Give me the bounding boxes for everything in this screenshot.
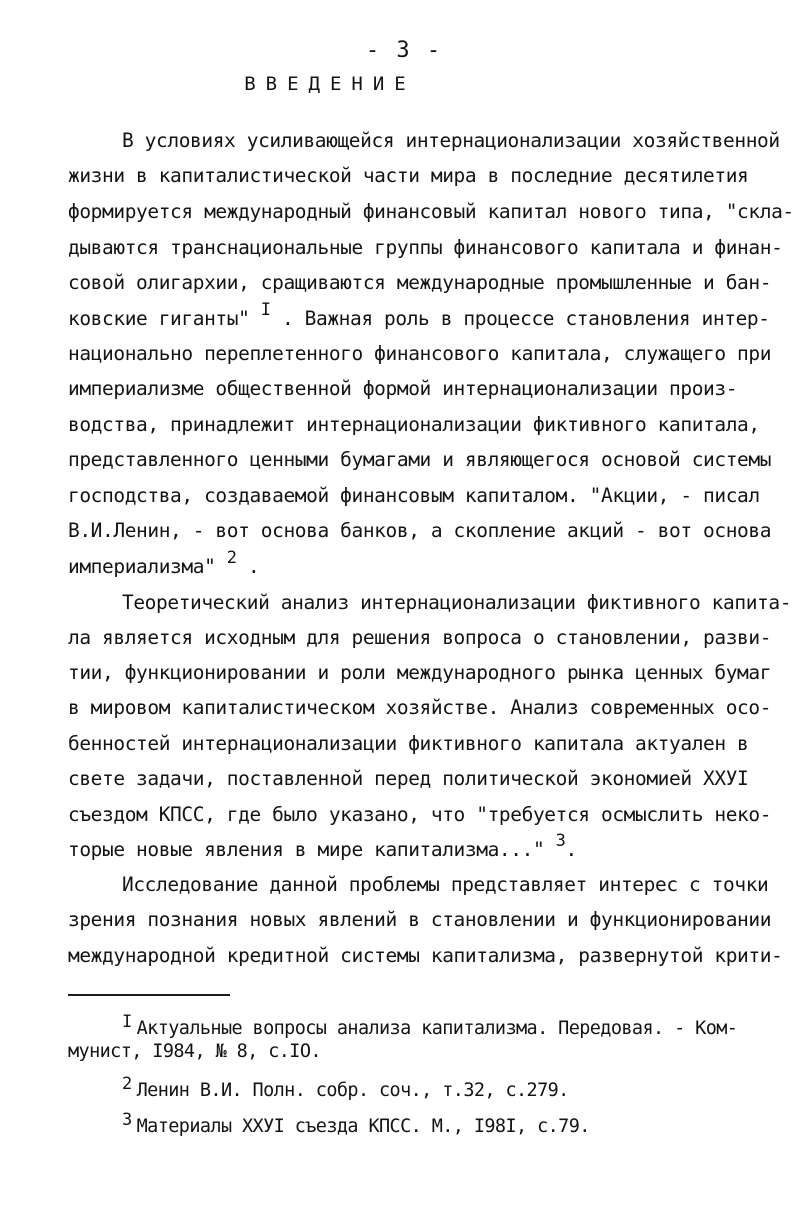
footnote: I Актуальные вопросы анализа капитализма. Передовая. - Ком-: [122, 1012, 738, 1039]
body-line: в мировом капиталистическом хозяйстве. Анализ современных осо-: [68, 696, 772, 719]
footnote-mark: 2: [122, 1074, 132, 1094]
footnote-continuation: мунист, I984, № 8, с.IO.: [68, 1041, 321, 1062]
footnote-reference: 3: [555, 831, 566, 851]
body-line: В условиях усиливающейся интернационализации хозяйственной: [122, 129, 780, 152]
footnote-mark: I: [122, 1012, 132, 1032]
page-number: - 3 -: [365, 38, 443, 63]
body-line: совой олигархии, сращиваются международные промышленные и бан-: [68, 271, 772, 294]
body-line: дываются транснациональные группы финансового капитала и финан-: [68, 236, 783, 259]
footnote-reference: 2: [226, 548, 237, 568]
footnote: 3 Материалы XXУI съезда КПСС. М., I98I, с.79.: [122, 1110, 590, 1137]
body-line: торые новые явления в мире капитализма..." $^3$.: [68, 831, 577, 861]
footnote-separator: [68, 994, 230, 996]
body-line: национально переплетенного финансового капитала, служащего при: [68, 342, 772, 365]
footnote: 2 Ленин В.И. Полн. собр. соч., т.32, с.279.: [122, 1074, 569, 1101]
body-line: формируется международный финансовый капитал нового типа, "скла-: [68, 200, 794, 223]
body-line: господства, создаваемой финансовым капиталом. "Акции, - писал: [68, 484, 760, 507]
body-line: международной кредитной системы капитализма, развернутой крити-: [68, 944, 783, 967]
body-line: ковские гиганты" $^I$ . Важная роль в процессе становления интер-: [68, 300, 770, 330]
body-line: В.И.Ленин, - вот основа банков, а скопление акций - вот основа: [68, 519, 772, 542]
body-line: ла является исходным для решения вопроса о становлении, разви-: [68, 626, 772, 649]
body-line: съездом КПСС, где было указано, что "требуется осмыслить неко-: [68, 803, 772, 826]
body-line: империализма" $^2$ .: [68, 548, 260, 578]
body-line: свете задачи, поставленной перед политической экономией XXУI: [68, 767, 749, 790]
body-line: водства, принадлежит интернационализации фиктивного капитала,: [68, 413, 760, 436]
footnote-reference: I: [260, 300, 271, 320]
body-line: представленного ценными бумагами и являющегося основой системы: [68, 448, 772, 471]
body-line: бенностей интернационализации фиктивного капитала актуален в: [68, 732, 749, 755]
body-line: Теоретический анализ интернационализации фиктивного капита-: [122, 591, 792, 614]
body-line: зрения познания новых явлений в становлении и функционировании: [68, 908, 772, 931]
body-line: империализме общественной формой интернационализации произ-: [68, 377, 738, 400]
body-line: тии, функционировании и роли международного рынка ценных бумаг: [68, 661, 772, 684]
footnote-mark: 3: [122, 1110, 132, 1130]
body-line: Исследование данной проблемы представляет интерес с точки: [122, 873, 769, 896]
body-line: жизни в капиталистической части мира в последние десятилетия: [68, 164, 749, 187]
page-title: ВВЕДЕНИЕ: [244, 73, 416, 95]
